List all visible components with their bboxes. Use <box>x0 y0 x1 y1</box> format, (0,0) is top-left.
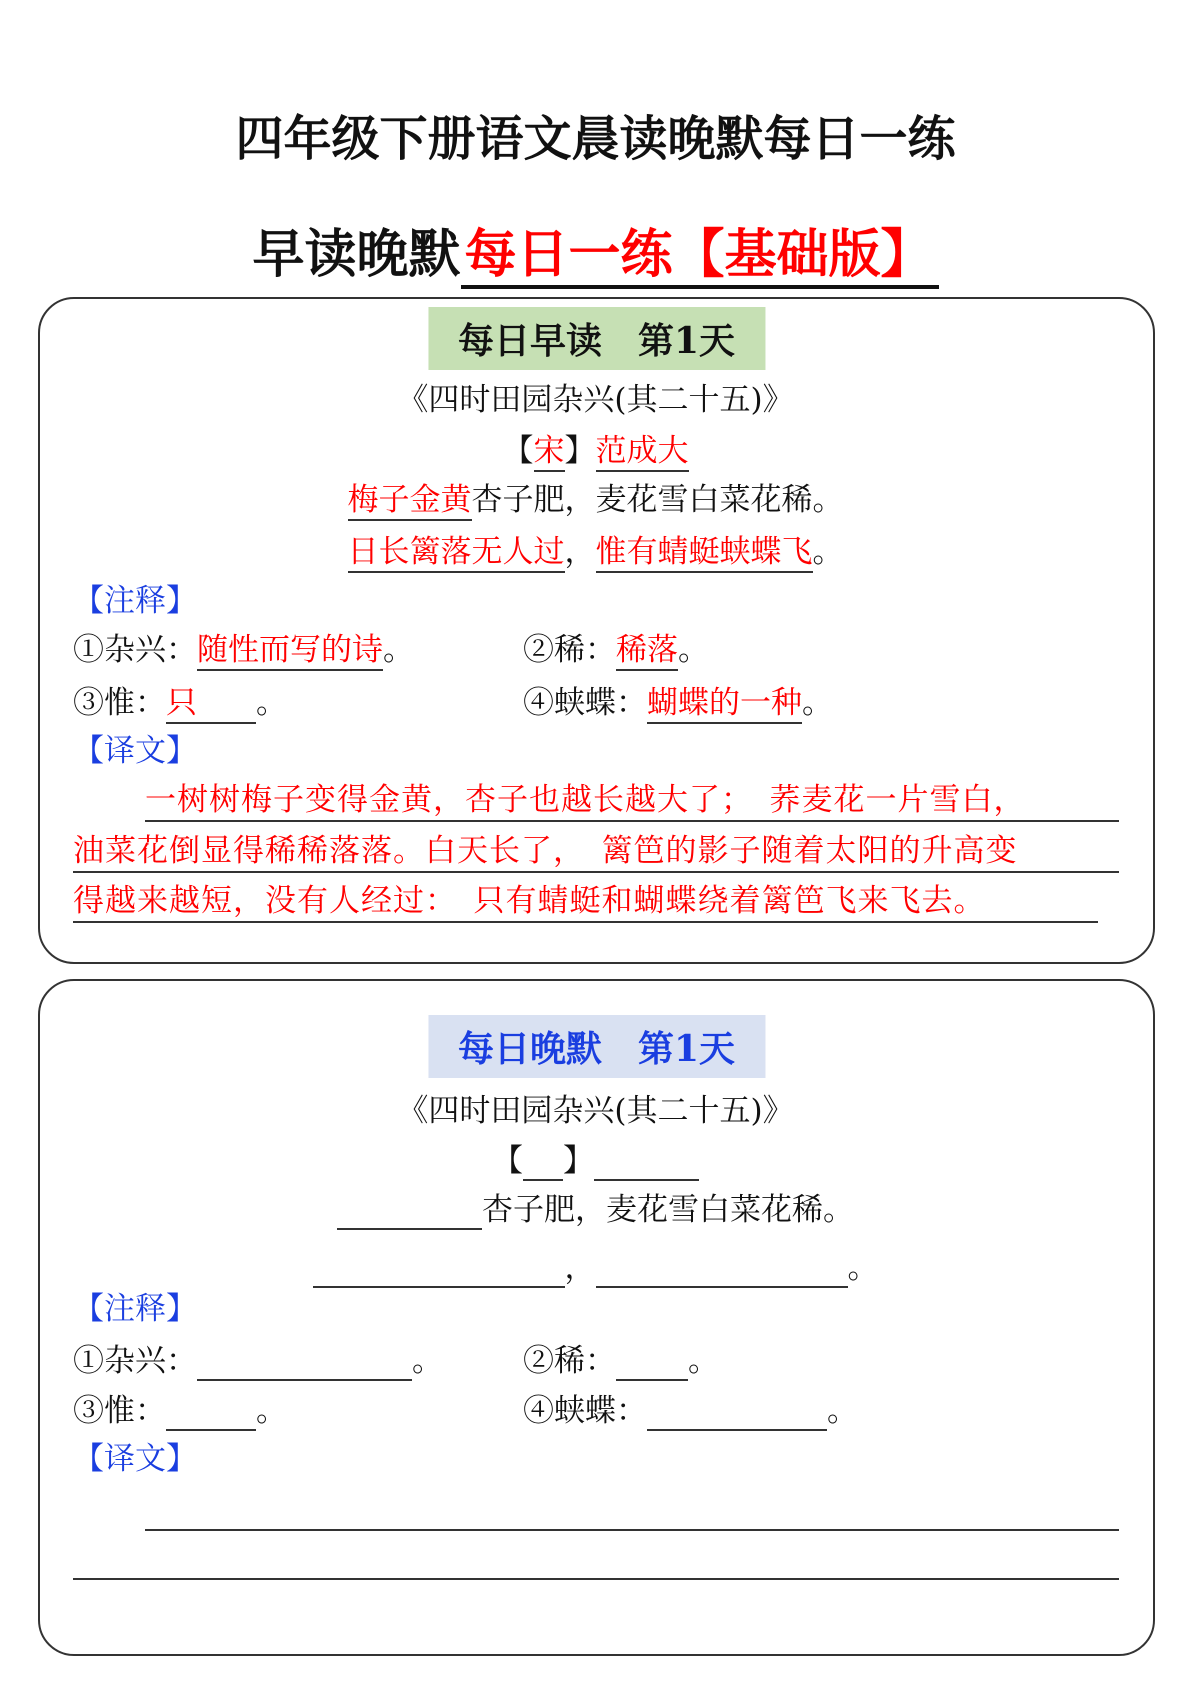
note-2 <box>523 1341 719 1381</box>
bracket: 】 <box>564 433 596 469</box>
note-1 <box>73 1341 443 1381</box>
evening-header: 每日晚默 第1天 <box>428 1015 765 1078</box>
note-term: ④蛱蝶： <box>523 1393 647 1429</box>
bracket: 【 <box>492 1143 523 1179</box>
note-answer: 只 <box>166 684 256 724</box>
note-term: ③惟： <box>73 685 166 721</box>
note-blank[interactable] <box>616 1345 688 1381</box>
poem-author-line <box>0 431 1191 472</box>
subtitle-black: 早读晚默 <box>252 224 461 285</box>
dynasty: 宋 <box>534 432 565 472</box>
note-answer: 随性而写的诗 <box>197 631 383 671</box>
poem-title: 《四时田园杂兴(其二十五)》 <box>397 382 794 418</box>
line2-answer-b: 惟有蜻蜓蛱蝶飞 <box>596 533 813 573</box>
line2-blank-a[interactable] <box>313 1252 565 1288</box>
period: 。 <box>256 1393 287 1429</box>
translation-line: 得越来越短，没有人经过： 只有蜻蜓和蝴蝶绕着篱笆飞来飞去。 <box>73 881 1098 923</box>
note-answer: 蝴蝶的一种 <box>647 684 802 724</box>
translation-label: 【译文】 <box>73 733 197 769</box>
page-title: 四年级下册语文晨读晚默每日一练 <box>235 111 956 167</box>
note-blank[interactable] <box>197 1345 412 1381</box>
line1-rest: 杏子肥，麦花雪白菜花稀。 <box>482 1192 854 1228</box>
note-term: ①杂兴： <box>73 632 197 668</box>
translation-line: 一树树梅子变得金黄，杏子也越长越大了； 荞麦花一片雪白， <box>145 780 1119 822</box>
note-3 <box>73 1391 287 1431</box>
line1-rest: 杏子肥，麦花雪白菜花稀。 <box>471 482 844 518</box>
note-term: ④蛱蝶： <box>523 685 647 721</box>
note-term: ②稀： <box>523 1343 616 1379</box>
comma: ， <box>564 534 596 570</box>
dynasty-blank[interactable] <box>523 1145 563 1181</box>
poem-line-2 <box>0 532 1191 573</box>
note-1 <box>73 630 414 671</box>
poem-line-1 <box>0 1190 1191 1230</box>
period: 。 <box>802 685 833 721</box>
author: 范成大 <box>596 432 689 472</box>
translation-blank-line[interactable] <box>73 1578 1119 1580</box>
note-2 <box>523 630 709 671</box>
notes-label: 【注释】 <box>73 583 197 619</box>
note-blank[interactable] <box>647 1395 827 1431</box>
bracket: 】 <box>563 1143 594 1179</box>
morning-header: 每日早读 第1天 <box>428 307 765 370</box>
translation-blank-line[interactable] <box>145 1529 1119 1531</box>
note-4 <box>523 683 833 724</box>
note-3 <box>73 683 287 724</box>
comma: ， <box>564 1250 596 1286</box>
line2-blank-b[interactable] <box>596 1252 848 1288</box>
note-term: ③惟： <box>73 1393 166 1429</box>
poem-line-2 <box>0 1248 1191 1288</box>
period: 。 <box>383 632 414 668</box>
subtitle <box>0 212 1191 287</box>
poem-title: 《四时田园杂兴(其二十五)》 <box>397 1093 794 1129</box>
note-answer: 稀落 <box>616 631 678 671</box>
period: 。 <box>688 1343 719 1379</box>
period: 。 <box>827 1393 858 1429</box>
translation-line: 油菜花倒显得稀稀落落。白天长了， 篱笆的影子随着太阳的升高变 <box>73 831 1119 873</box>
line2-answer-a: 日长篱落无人过 <box>348 533 565 573</box>
note-blank[interactable] <box>166 1395 256 1431</box>
notes-label: 【注释】 <box>73 1291 197 1327</box>
poem-line-1 <box>0 480 1191 521</box>
author-blank[interactable] <box>594 1145 699 1181</box>
period: 。 <box>256 685 287 721</box>
evening-dictation-card <box>38 979 1155 1656</box>
note-term: ②稀： <box>523 632 616 668</box>
subtitle-red: 每日一练【基础版】 <box>461 224 939 289</box>
note-term: ①杂兴： <box>73 1343 197 1379</box>
poem-author-line <box>0 1141 1191 1181</box>
period: 。 <box>812 534 844 570</box>
bracket: 【 <box>502 433 534 469</box>
line1-blank[interactable] <box>337 1194 482 1230</box>
period: 。 <box>412 1343 443 1379</box>
line1-answer: 梅子金黄 <box>348 481 472 521</box>
period: 。 <box>678 632 709 668</box>
note-4 <box>523 1391 858 1431</box>
period: 。 <box>847 1250 879 1286</box>
translation-label: 【译文】 <box>73 1441 197 1477</box>
